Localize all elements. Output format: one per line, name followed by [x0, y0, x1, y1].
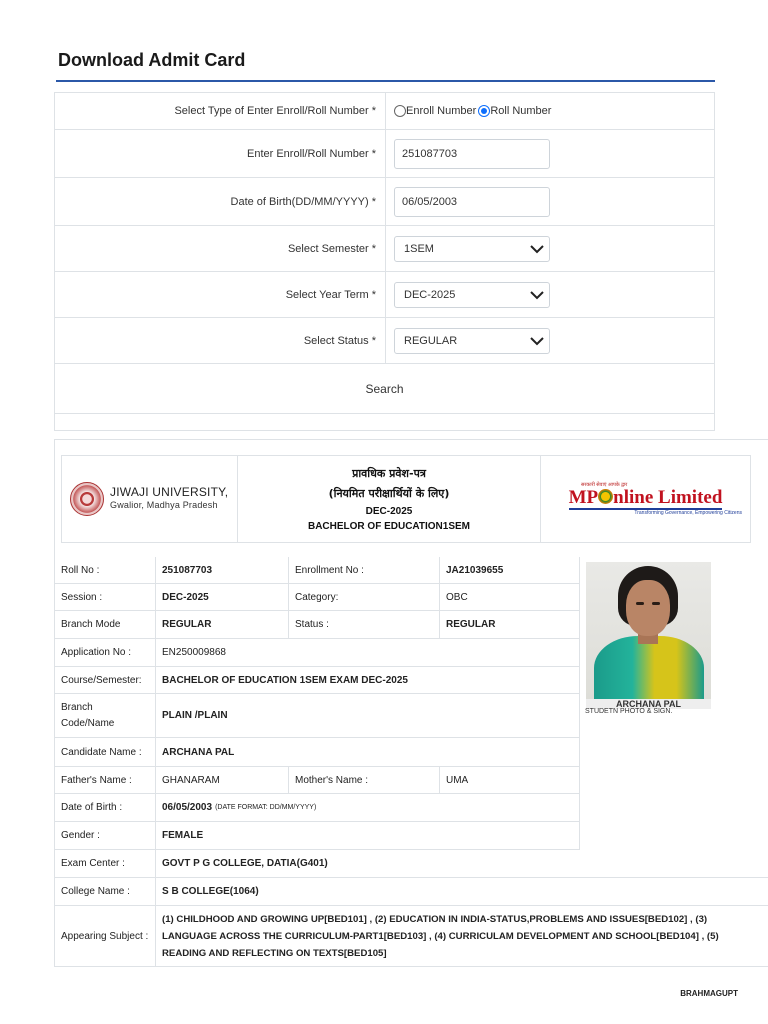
mponline-logo — [541, 456, 750, 542]
title-divider — [56, 80, 715, 82]
table-row — [55, 584, 580, 611]
dob-label: Date of Birth(DD/MM/YYYY) * — [55, 178, 386, 225]
hindi-title: प्रावधिक प्रवेश-पत्र — [352, 467, 426, 480]
status-select[interactable] — [394, 328, 550, 354]
status-label: Status : — [289, 611, 440, 638]
roll-no-label: Roll No : — [55, 557, 156, 583]
category-value: OBC — [440, 584, 580, 610]
roll-number-input[interactable]: 251087703 — [394, 139, 550, 169]
form-row-type — [55, 93, 714, 130]
category-label: Category: — [289, 584, 440, 610]
search-button[interactable]: Search — [365, 381, 404, 396]
mponline-logo-mp: MP — [568, 487, 599, 508]
university-name: JIWAJI UNIVERSITY, — [110, 485, 229, 499]
course-value: BACHELOR OF EDUCATION 1SEM EXAM DEC-2025 — [156, 667, 580, 693]
dob-value-cell — [156, 794, 580, 821]
table-row — [55, 639, 580, 667]
subjects-line-3: READING AND REFLECTING ON TEXTS[BED105] — [162, 947, 387, 959]
footer-label: BRAHMAGUPT — [680, 989, 738, 998]
roll-no-value: 251087703 — [156, 557, 289, 583]
photo-caption: STUDETN PHOTO & SIGN. — [585, 708, 673, 715]
search-row — [55, 364, 714, 414]
photo-name-sign: ARCHANA PAL — [586, 699, 711, 709]
semester-value: 1SEM — [404, 242, 434, 255]
exam-center-value: GOVT P G COLLEGE, DATIA(G401) — [162, 858, 328, 869]
candidate-name-label: Candidate Name : — [55, 738, 156, 766]
type-options — [386, 93, 714, 129]
admit-card-form — [54, 92, 715, 431]
admit-card-title-cell — [238, 456, 541, 542]
form-row-dob — [55, 178, 714, 226]
branch-code-label — [55, 694, 156, 737]
admit-card — [54, 439, 768, 967]
branch-code-value: PLAIN /PLAIN — [156, 694, 580, 737]
form-row-semester — [55, 226, 714, 272]
page-title: Download Admit Card — [58, 50, 246, 70]
table-row — [55, 794, 580, 822]
term-value: DEC-2025 — [404, 288, 456, 301]
mponline-tagline: Transforming Governance, Empowering Citizens — [634, 510, 742, 516]
table-row — [55, 557, 580, 584]
chevron-down-icon — [529, 336, 545, 346]
branch-code-label-line1: Branch — [61, 701, 93, 713]
table-row — [55, 694, 580, 738]
mponline-tagline-top: सरकारी सेवाएं आपके द्वार — [581, 482, 628, 488]
chevron-down-icon — [529, 290, 545, 300]
enrollment-value: JA21039655 — [440, 557, 580, 583]
enrollment-label: Enrollment No : — [289, 557, 440, 583]
dob-format-hint: (DATE FORMAT: DD/MM/YYYY) — [215, 804, 317, 811]
session-label: Session : — [55, 584, 156, 610]
roll-number-label: Enter Enroll/Roll Number * — [55, 130, 386, 177]
radio-roll-label[interactable]: Roll Number — [490, 105, 552, 117]
semester-label: Select Semester * — [55, 226, 386, 271]
subjects-line-1: (1) CHILDHOOD AND GROWING UP[BED101] , (2) EDUCATION IN INDIA-STATUS,PROBLEMS AND ISSUES[BED102] , (3) — [162, 913, 708, 925]
form-row-status — [55, 318, 714, 364]
dob-input[interactable]: 06/05/2003 — [394, 187, 550, 217]
chevron-down-icon — [529, 244, 545, 254]
status-label: Select Status * — [55, 318, 386, 363]
university-logo-cell — [62, 456, 238, 542]
exam-center-label: Exam Center : — [55, 850, 156, 877]
table-row — [55, 850, 768, 878]
table-row — [55, 822, 580, 850]
father-name-label: Father's Name : — [55, 767, 156, 793]
table-row — [55, 767, 580, 794]
semester-select[interactable] — [394, 236, 550, 262]
term-label: Select Year Term * — [55, 272, 386, 317]
college-name-value: S B COLLEGE(1064) — [162, 886, 259, 897]
branch-code-label-line2: Code/Name — [61, 717, 115, 729]
exam-term: DEC-2025 — [365, 506, 413, 517]
mponline-logo-text: nline Limited — [613, 487, 723, 508]
candidate-name-value: ARCHANA PAL — [156, 738, 580, 766]
hindi-subtitle: (नियमित परीक्षार्थियों के लिए) — [328, 487, 450, 500]
term-select[interactable] — [394, 282, 550, 308]
branch-mode-value: REGULAR — [156, 611, 289, 638]
mponline-globe-icon — [598, 489, 613, 504]
status-value: REGULAR — [404, 334, 458, 347]
university-seal-icon — [70, 482, 104, 516]
application-label: Application No : — [55, 639, 156, 666]
table-row — [55, 738, 580, 767]
course-label: Course/Semester: — [55, 667, 156, 693]
gender-value: FEMALE — [156, 822, 580, 849]
course-title: BACHELOR OF EDUCATION1SEM — [307, 521, 471, 532]
gender-label: Gender : — [55, 822, 156, 849]
type-label: Select Type of Enter Enroll/Roll Number * — [55, 93, 386, 129]
table-row — [55, 878, 768, 906]
radio-enroll-label[interactable]: Enroll Number — [406, 105, 477, 117]
university-location: Gwalior, Madhya Pradesh — [110, 500, 218, 510]
mother-name-value: UMA — [440, 767, 580, 793]
table-row — [55, 667, 580, 694]
appearing-subject-label: Appearing Subject : — [55, 906, 156, 966]
table-row — [55, 906, 768, 967]
admit-card-header — [61, 455, 751, 543]
form-row-roll — [55, 130, 714, 178]
radio-enroll-number[interactable] — [394, 105, 406, 117]
student-photo — [586, 562, 711, 709]
branch-mode-label: Branch Mode — [55, 611, 156, 638]
status-value: REGULAR — [440, 611, 580, 638]
session-value: DEC-2025 — [156, 584, 289, 610]
dob-value: 06/05/2003 — [162, 802, 213, 813]
father-name-value: GHANARAM — [156, 767, 289, 793]
form-row-term — [55, 272, 714, 318]
subjects-line-2: LANGUAGE ACROSS THE CURRICULUM-PART1[BED103] , (4) CURRICULAM DEVELOPMENT AND SCHOOL[BED104] , (5) — [162, 930, 719, 942]
application-value: EN250009868 — [156, 639, 580, 666]
dob-label: Date of Birth : — [55, 794, 156, 821]
college-name-label: College Name : — [55, 878, 156, 905]
appearing-subject-value — [156, 906, 768, 966]
table-row — [55, 611, 580, 639]
radio-roll-number[interactable] — [478, 105, 490, 117]
mother-name-label: Mother's Name : — [289, 767, 440, 793]
